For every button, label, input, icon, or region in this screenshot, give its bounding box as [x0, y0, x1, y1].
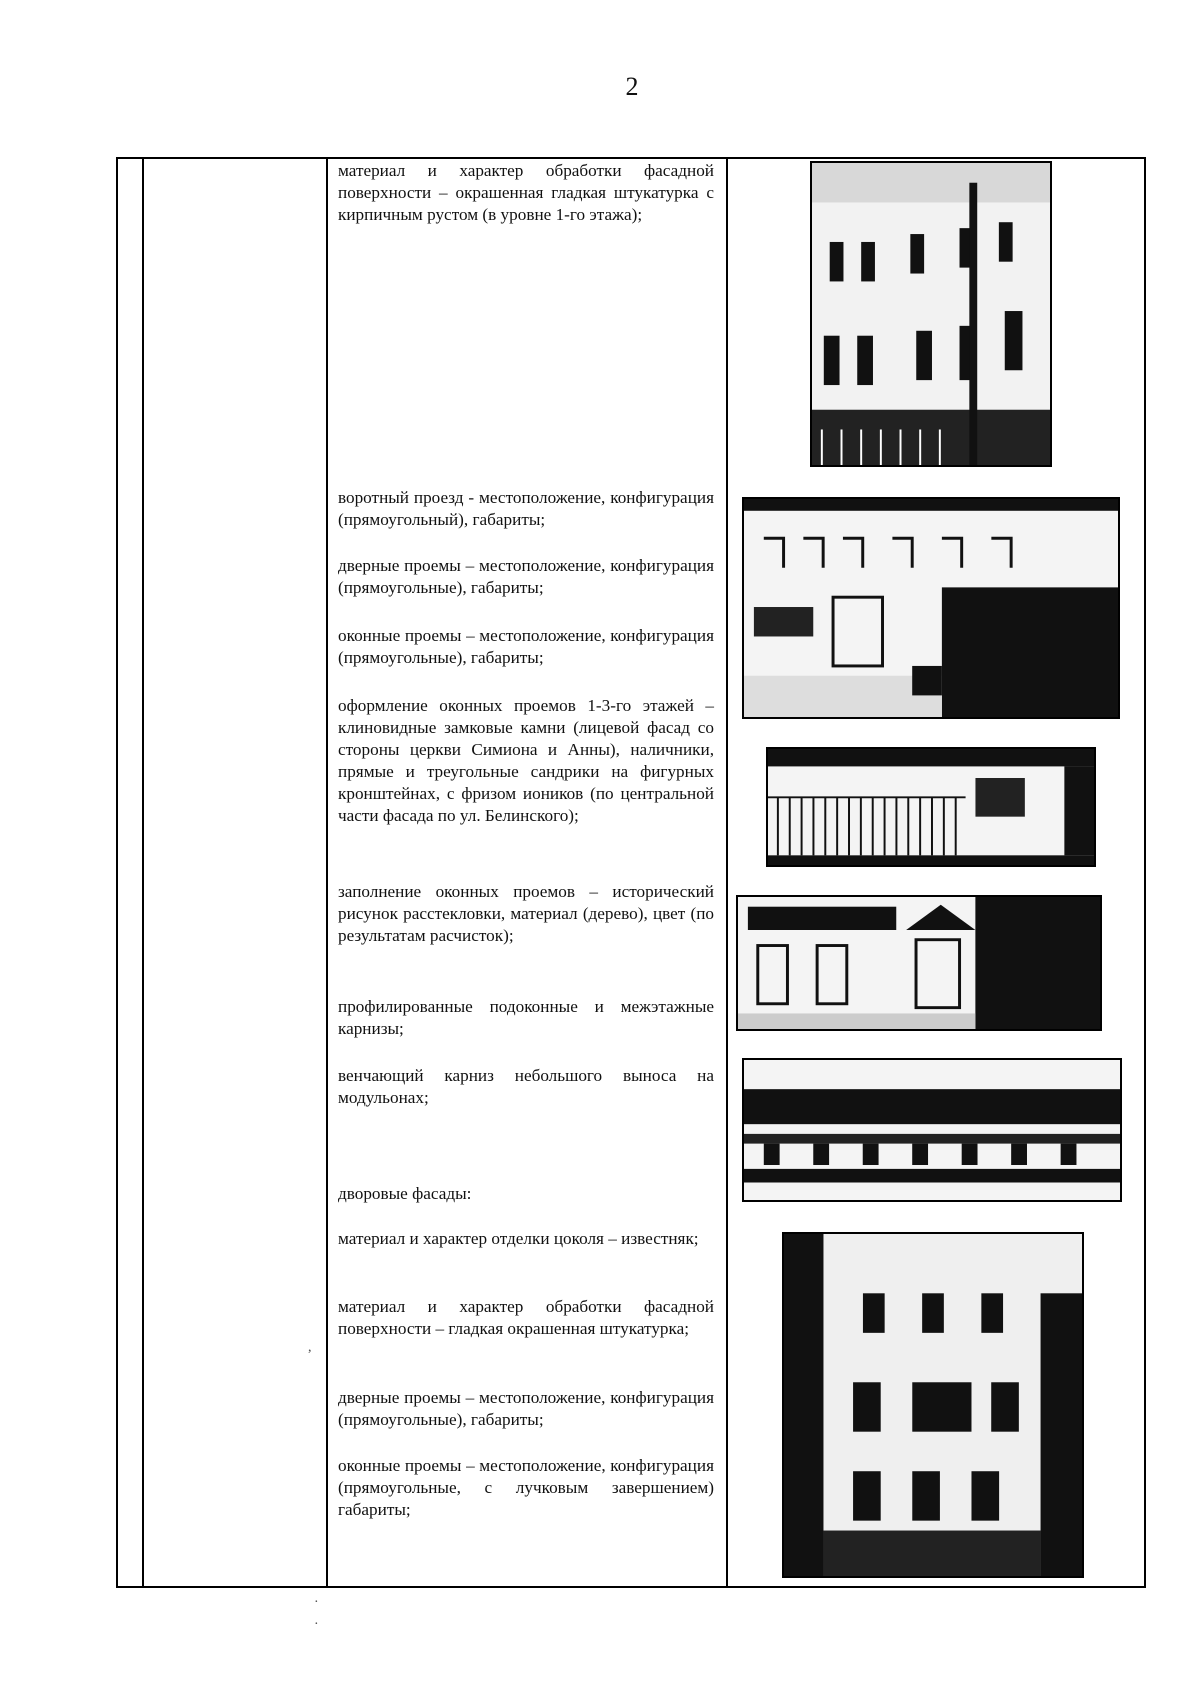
requirement-text: дворовые фасады:	[338, 1184, 472, 1203]
courtyard-facade-photo	[782, 1232, 1084, 1578]
table-top-border	[116, 157, 1146, 159]
street-facade-photo	[742, 497, 1120, 719]
table-left-border	[116, 157, 118, 1588]
requirement-text: венчающий карниз небольшого выноса на модульонах;	[338, 1066, 714, 1107]
scan-mark: ,	[308, 1340, 312, 1355]
requirement-text: оконные проемы – местоположение, конфигурация (прямоугольные, с лучковым завершением) габариты;	[338, 1456, 714, 1519]
requirement-text: материал и характер обработки фасадной поверхности – окрашенная гладкая штукатурка с кирпичным рустом (в уровне 1-го этажа);	[338, 161, 714, 224]
requirement-text: оконные проемы – местоположение, конфигурация (прямоугольные), габариты;	[338, 626, 714, 667]
table-right-border	[1144, 157, 1146, 1588]
window-pediment-photo	[736, 895, 1102, 1031]
scan-mark: ·	[314, 1595, 319, 1610]
requirement-text: воротный проезд - местоположение, конфигурация (прямоугольный), габариты;	[338, 488, 714, 529]
scan-mark: ·	[314, 1617, 319, 1632]
table-column-divider-3	[726, 157, 728, 1588]
table-column-divider-1	[142, 157, 144, 1588]
requirement-text: заполнение оконных проемов – исторический рисунок расстекловки, материал (дерево), цвет (по результатам расчисток);	[338, 882, 714, 945]
table-bottom-border	[116, 1586, 1146, 1588]
table-column-divider-2	[326, 157, 328, 1588]
requirement-text: профилированные подоконные и межэтажные карнизы;	[338, 997, 714, 1038]
requirement-text: материал и характер отделки цоколя – известняк;	[338, 1229, 699, 1248]
requirement-text: оформление оконных проемов 1-3-го этажей – клиновидные замковые камни (лицевой фасад со стороны церкви Симиона и Анны), наличники, прямые и треугольные сандрики на фигурных кронштейнах, с фризом иоников (по центральной части фасада по ул. Белинского);	[338, 696, 714, 825]
building-facade-photo	[810, 161, 1052, 467]
requirement-text: дверные проемы – местоположение, конфигурация (прямоугольные), габариты;	[338, 1388, 714, 1429]
requirement-text: материал и характер обработки фасадной поверхности – гладкая окрашенная штукатурка;	[338, 1297, 714, 1338]
page-number: 2	[625, 72, 639, 101]
window-grille-photo	[766, 747, 1096, 867]
requirement-text: дверные проемы – местоположение, конфигурация (прямоугольные), габариты;	[338, 556, 714, 597]
cornice-modillion-photo	[742, 1058, 1122, 1202]
